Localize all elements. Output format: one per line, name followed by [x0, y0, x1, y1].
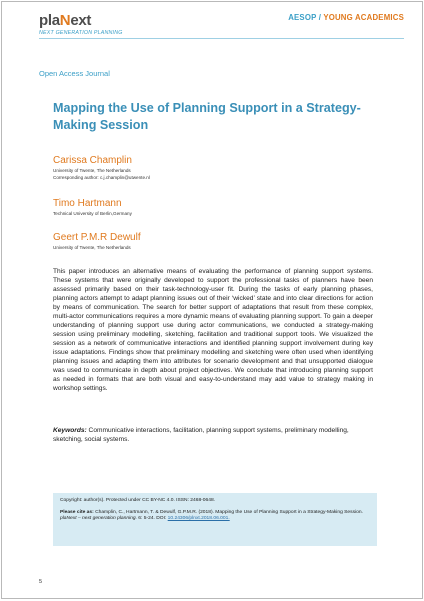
- young-academics-label: YOUNG ACADEMICS: [323, 13, 404, 22]
- keywords: [53, 426, 373, 444]
- author-block: [53, 232, 141, 251]
- logo-pla: pla: [39, 12, 60, 29]
- doi-link[interactable]: 10.24306/plnxt.2018.06.001.: [167, 516, 230, 522]
- keywords-text: Communicative interactions, facilitation, planning support systems, preliminary modelling, sketching, social systems.: [53, 427, 349, 443]
- corresponding-author: Corresponding author: c.j.champlin@utwente.nl: [53, 175, 150, 180]
- cite-text: Champlin, C., Hartmann, T. & Dewulf, G.P.M.R. (2018). Mapping the Use of Planning Support in a Strategy-Making Session.: [93, 509, 363, 515]
- author-affiliation: Technical University of Berlin,Germany: [53, 211, 132, 216]
- journal-type: Open Access Journal: [39, 69, 110, 78]
- planext-logo: [39, 12, 91, 29]
- author-affiliation: University of Twente, The Netherlands: [53, 168, 131, 173]
- header-separator: /: [316, 13, 324, 22]
- author-name: Carissa Champlin: [53, 155, 132, 166]
- page-number: 5: [39, 579, 43, 585]
- abstract: This paper introduces an alternative means of evaluating the performance of planning support systems. These systems that were originally developed to support the professional tasks of planners have been assessed primarily based on their task-technology-user fit. During the tasks of early planning phases, planning actors attempt to adapt planning issues out of their ‘wicked’ state and into clear directions for action by means of communication. The search for better support of adaptations that result from these complex, multi-actor communications requires a more dynamic means of evaluating planning support. To gain a deeper understanding of planning support use during actor communications, we conducted a strategy-making session using preliminary modelling, sketching, facilitation and traditional support tools. We visualized the session as a network of communicative interactions and identified planning support involvement during key issue adaptations. Findings show that preliminary modelling and sketching were often used when identifying planning issues and adapting them into attributes for scenario development and that unsupported dialogue was used to communicate in depth about project objectives. We conclude that introducing planning support as needed in formats that are both visual and easy-to-understand may add value to strategy making in workshop settings.: [53, 268, 373, 392]
- citation: [60, 510, 370, 523]
- author-block: [53, 155, 150, 181]
- author-affiliation: University of Twente, The Netherlands: [53, 245, 131, 250]
- aesop-header: [288, 13, 404, 22]
- cite-label: Please cite as:: [60, 509, 94, 515]
- author-name: Timo Hartmann: [53, 198, 122, 209]
- copyright-notice: Copyright: author(s). Protected under CC BY-NC 4.0. ISSN: 2468-0648.: [60, 498, 216, 503]
- logo-subtitle: NEXT GENERATION PLANNING: [39, 30, 123, 36]
- aesop-label: AESOP: [288, 13, 317, 22]
- header-divider: [39, 38, 404, 39]
- journal-page: [1, 1, 423, 599]
- paper-title: Mapping the Use of Planning Support in a Strategy-Making Session: [53, 101, 361, 132]
- logo-ext: ext: [70, 12, 92, 29]
- logo-n: N: [59, 12, 71, 29]
- author-name: Geert P.M.R Dewulf: [53, 232, 141, 243]
- keywords-label: Keywords:: [53, 427, 87, 434]
- license-box: [53, 493, 377, 546]
- author-block: [53, 198, 132, 217]
- cite-journal: plaNext – next generation planning.: [60, 516, 137, 522]
- cite-pages: 6: 5-24. DOI:: [136, 516, 167, 522]
